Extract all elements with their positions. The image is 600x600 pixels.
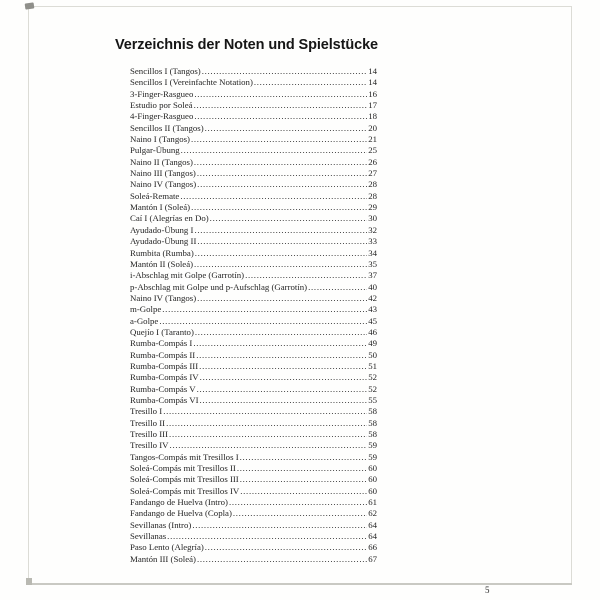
dot-leader [229, 497, 367, 508]
toc-entry-label: i-Abschlag mit Golpe (Garrotín) [130, 270, 245, 281]
toc-entry-label: Rumba-Compás III [130, 360, 199, 371]
toc-entry-page: 28 [368, 179, 377, 190]
scan-artifact-bottom-left [26, 578, 32, 585]
toc-entry-label: Tresillo III [130, 429, 169, 439]
toc-entry-page: 18 [368, 111, 377, 122]
dot-leader [194, 259, 367, 270]
toc-entry-label: Quejío I (Taranto) [130, 326, 194, 337]
toc-entry-page: 55 [368, 394, 377, 405]
toc-entry-page: 62 [368, 508, 377, 519]
dot-leader [197, 554, 367, 565]
toc-entry [130, 157, 377, 168]
dot-leader [195, 248, 367, 259]
dot-leader [240, 486, 367, 497]
dot-leader [197, 384, 368, 395]
dot-leader [194, 157, 367, 168]
dot-leader [162, 304, 367, 315]
toc-list [130, 66, 377, 565]
toc-entry-label: Tresillo II [130, 417, 166, 428]
toc-entry-label: Rumba-Compás IV [130, 372, 199, 383]
toc-entry [130, 89, 377, 100]
dot-leader [308, 282, 367, 293]
toc-entry-page: 42 [368, 292, 377, 303]
toc-entry-label: Rumba-Compás II [130, 349, 196, 360]
toc-entry [130, 440, 377, 451]
scan-artifact-top-left [25, 2, 35, 9]
toc-entry-label: Naino IV (Tangos) [130, 292, 197, 303]
toc-entry [130, 463, 377, 474]
toc-entry [130, 418, 377, 429]
toc-entry-page: 27 [368, 168, 377, 179]
toc-entry [130, 66, 377, 77]
dot-leader [192, 520, 367, 531]
toc-entry-label: a-Golpe [130, 315, 159, 326]
toc-entry [130, 316, 377, 327]
toc-entry [130, 134, 377, 145]
toc-entry-page: 52 [368, 372, 377, 383]
scan-edge-bottom [28, 583, 572, 585]
toc-entry-label: Naino II (Tangos) [130, 156, 193, 167]
dot-leader [205, 123, 368, 134]
toc-entry [130, 111, 377, 122]
toc-entry [130, 77, 377, 88]
toc-entry-page: 49 [368, 338, 377, 349]
dot-leader [191, 202, 367, 213]
dot-leader [195, 327, 367, 338]
toc-entry [130, 531, 377, 542]
dot-leader [166, 418, 367, 429]
dot-leader [169, 429, 367, 440]
dot-leader [240, 452, 368, 463]
toc-entry [130, 100, 377, 111]
toc-entry [130, 554, 377, 565]
dot-leader [197, 168, 367, 179]
toc-entry [130, 486, 377, 497]
toc-entry [130, 282, 377, 293]
toc-entry-page: 66 [368, 542, 377, 553]
toc-entry-label: Tresillo I [130, 406, 163, 417]
toc-entry [130, 497, 377, 508]
toc-entry [130, 395, 377, 406]
toc-entry-page: 64 [368, 531, 377, 542]
toc-entry-label: Fandango de Huelva (Intro) [130, 497, 228, 508]
toc-entry [130, 179, 377, 190]
dot-leader [170, 440, 368, 451]
toc-entry-label: Rumba-Compás VI [130, 394, 199, 405]
toc-entry-label: Tresillo IV [130, 440, 169, 451]
toc-entry-label: Sencillos I (Tangos) [130, 66, 201, 76]
toc-entry [130, 406, 377, 417]
toc-entry [130, 259, 377, 270]
toc-entry [130, 236, 377, 247]
toc-entry-page: 67 [368, 553, 377, 564]
dot-leader [191, 134, 367, 145]
toc-entry-page: 43 [368, 304, 377, 315]
toc-entry-label: Ayudado-Übung I [130, 224, 194, 235]
toc-entry-label: Sencillos II (Tangos) [130, 122, 204, 133]
toc-entry-label: Ayudado-Übung II [130, 236, 197, 247]
page-title: Verzeichnis der Noten und Spielstücke [115, 37, 379, 53]
toc-entry-page: 35 [368, 258, 377, 269]
toc-entry-page: 30 [368, 213, 377, 224]
toc-entry-page: 26 [368, 156, 377, 167]
dot-leader [180, 191, 367, 202]
toc-entry-label: Naino IV (Tangos) [130, 179, 197, 190]
dot-leader [159, 316, 367, 327]
toc-entry [130, 248, 377, 259]
toc-entry-label: Rumbita (Rumba) [130, 247, 194, 258]
toc-entry [130, 542, 377, 553]
toc-entry-label: Naino III (Tangos) [130, 168, 196, 179]
toc-entry-page: 46 [368, 326, 377, 337]
dot-leader [200, 395, 368, 406]
scan-edge-top [28, 6, 572, 7]
toc-entry-page: 14 [368, 66, 377, 76]
toc-entry [130, 338, 377, 349]
toc-entry-label: Soleá-Remate [130, 190, 180, 201]
dot-leader [202, 66, 367, 77]
dot-leader [181, 145, 368, 156]
toc-entry-label: Tangos-Compás mit Tresillos I [130, 451, 239, 462]
toc-entry-label: Mantón III (Soleá) [130, 553, 196, 564]
toc-entry [130, 520, 377, 531]
dot-leader [197, 293, 367, 304]
toc-entry [130, 327, 377, 338]
dot-leader [245, 270, 367, 281]
toc-entry-page: 28 [368, 190, 377, 201]
toc-entry [130, 474, 377, 485]
toc-entry-label: Soleá-Compás mit Tresillos III [130, 474, 239, 485]
toc-entry-page: 60 [368, 463, 377, 474]
dot-leader [197, 179, 367, 190]
toc-entry [130, 145, 377, 156]
toc-entry [130, 361, 377, 372]
toc-entry [130, 429, 377, 440]
toc-entry-page: 40 [368, 281, 377, 292]
toc-entry-label: Caí I (Alegrías en Do) [130, 213, 209, 224]
page-number: 5 [485, 585, 490, 595]
toc-entry [130, 304, 377, 315]
toc-entry-label: m-Golpe [130, 304, 162, 315]
toc-entry-page: 59 [368, 440, 377, 451]
toc-entry-page: 52 [368, 383, 377, 394]
toc-entry-label: p-Abschlag mit Golpe und p-Aufschlag (Garrotín) [130, 281, 308, 292]
toc-entry [130, 270, 377, 281]
toc-entry-page: 61 [368, 497, 377, 508]
toc-entry-page: 50 [368, 349, 377, 360]
toc-entry-page: 33 [368, 236, 377, 247]
toc-entry [130, 123, 377, 134]
scan-edge-right [571, 6, 572, 584]
dot-leader [194, 111, 367, 122]
toc-entry-page: 64 [368, 519, 377, 530]
toc-entry [130, 202, 377, 213]
dot-leader [163, 406, 367, 417]
toc-entry [130, 384, 377, 395]
toc-entry-page: 32 [368, 224, 377, 235]
toc-entry-label: Rumba-Compás I [130, 338, 193, 349]
scan-edge-left [28, 6, 29, 584]
toc-entry-label: Naino I (Tangos) [130, 134, 190, 145]
dot-leader [197, 236, 367, 247]
toc-entry-page: 58 [368, 406, 377, 417]
toc-entry-page: 21 [368, 134, 377, 145]
toc-entry-label: 4-Finger-Rasgueo [130, 111, 194, 122]
toc-entry-page: 59 [368, 451, 377, 462]
toc-entry-label: Estudio por Soleá [130, 100, 193, 111]
dot-leader [196, 350, 367, 361]
toc-entry-label: Sevillanas (Intro) [130, 519, 192, 530]
toc-entry-page: 58 [368, 417, 377, 428]
toc-entry-label: Sevillanas [130, 531, 167, 542]
dot-leader [167, 531, 367, 542]
dot-leader [237, 463, 367, 474]
toc-entry [130, 508, 377, 519]
dot-leader [200, 372, 368, 383]
toc-entry-page: 14 [368, 77, 377, 88]
toc-entry-label: Fandango de Huelva (Copla) [130, 508, 232, 519]
toc-entry-page: 60 [368, 485, 377, 496]
toc-entry-page: 20 [368, 122, 377, 133]
toc-entry [130, 191, 377, 202]
toc-entry-page: 34 [368, 247, 377, 258]
dot-leader [193, 338, 367, 349]
toc-entry-page: 25 [368, 145, 377, 156]
dot-leader [199, 361, 367, 372]
toc-entry-label: Mantón I (Soleá) [130, 202, 191, 213]
toc-entry-label: Soleá-Compás mit Tresillos IV [130, 485, 240, 496]
toc-entry [130, 372, 377, 383]
toc-entry-page: 51 [368, 360, 377, 371]
toc-entry-label: Paso Lento (Alegría) [130, 542, 204, 553]
toc-entry-page: 37 [368, 270, 377, 281]
toc-entry-page: 29 [368, 202, 377, 213]
dot-leader [205, 542, 367, 553]
toc-entry-label: Sencillos I (Vereinfachte Notation) [130, 77, 253, 88]
toc-entry [130, 350, 377, 361]
toc-entry-page: 17 [368, 100, 377, 111]
dot-leader [240, 474, 367, 485]
dot-leader [254, 77, 367, 88]
toc-entry [130, 168, 377, 179]
dot-leader [194, 225, 367, 236]
toc-entry-page: 60 [368, 474, 377, 485]
toc-entry-label: Pulgar-Übung [130, 145, 180, 156]
toc-entry-label: Rumba-Compás V [130, 383, 196, 394]
dot-leader [194, 100, 368, 111]
toc-entry [130, 293, 377, 304]
toc-entry-page: 58 [368, 429, 377, 439]
toc-entry-label: 3-Finger-Rasgueo [130, 88, 194, 99]
toc-entry [130, 452, 377, 463]
toc-entry-page: 45 [368, 315, 377, 326]
toc-entry [130, 213, 377, 224]
toc-entry-label: Soleá-Compás mit Tresillos II [130, 463, 236, 474]
toc-entry [130, 225, 377, 236]
dot-leader [194, 89, 367, 100]
dot-leader [233, 508, 367, 519]
toc-entry-label: Mantón II (Soleá) [130, 258, 194, 269]
toc-entry-page: 16 [368, 88, 377, 99]
dot-leader [210, 213, 368, 224]
